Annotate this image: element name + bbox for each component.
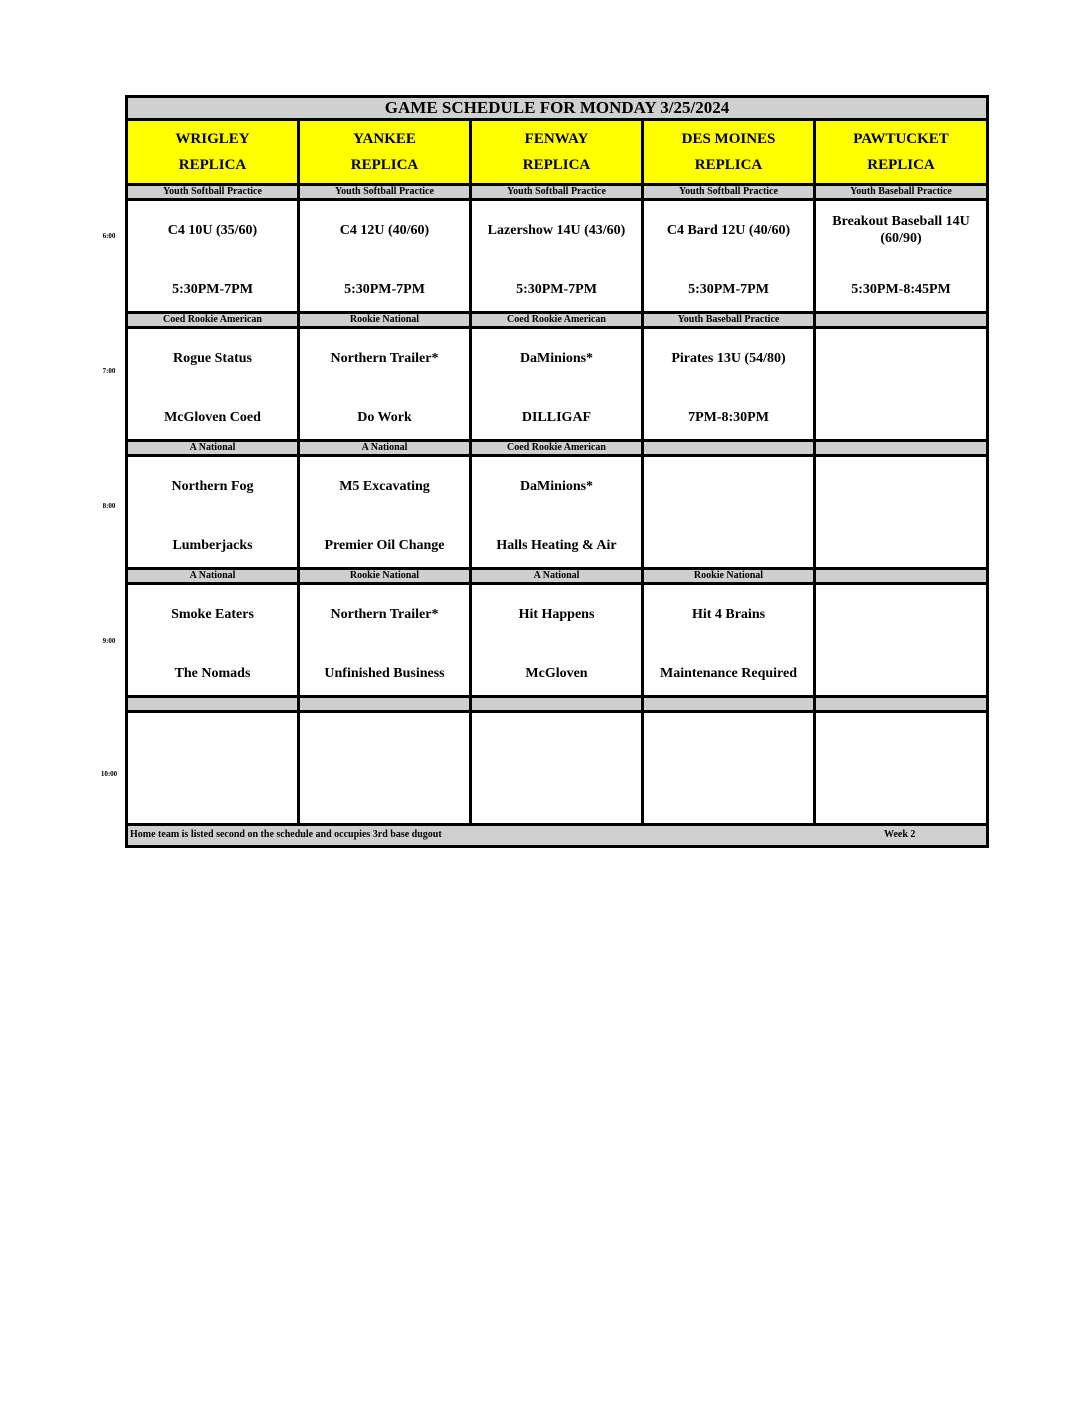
game-row — [127, 200, 988, 313]
away-team: Northern Fog — [171, 478, 254, 494]
league-label: A National — [471, 569, 643, 584]
away-team — [820, 467, 982, 505]
away-team: Northern Trailer* — [330, 350, 439, 366]
game-cell — [299, 456, 471, 569]
away-team — [820, 339, 982, 377]
game-row — [127, 712, 988, 825]
field-name: WRIGLEY — [175, 131, 250, 147]
league-label — [815, 441, 988, 456]
league-label: Youth Softball Practice — [127, 185, 299, 200]
away-team: Breakout Baseball 14U (60/90) — [832, 214, 970, 246]
schedule-title: GAME SCHEDULE FOR MONDAY 3/25/2024 — [127, 97, 988, 120]
home-team: Do Work — [357, 410, 412, 425]
home-team: DILLIGAF — [521, 410, 592, 425]
field-subtitle: REPLICA — [694, 157, 763, 173]
game-cell — [299, 200, 471, 313]
league-label — [815, 313, 988, 328]
away-team: Hit Happens — [518, 606, 595, 622]
league-label — [299, 697, 471, 712]
league-label: Rookie National — [299, 569, 471, 584]
time-slot-label: 7:00 — [102, 367, 116, 375]
field-name: YANKEE — [353, 131, 416, 147]
away-team: Lazershow 14U (43/60) — [487, 222, 626, 238]
home-team: Halls Heating & Air — [496, 538, 617, 553]
league-label: Youth Baseball Practice — [643, 313, 815, 328]
league-label: Coed Rookie American — [127, 313, 299, 328]
game-cell — [643, 712, 815, 825]
game-cell — [471, 456, 643, 569]
home-team: 5:30PM-8:45PM — [851, 282, 951, 297]
away-team: C4 12U (40/60) — [339, 222, 430, 238]
home-team: 5:30PM-7PM — [688, 282, 769, 297]
game-cell — [643, 200, 815, 313]
home-team: Maintenance Required — [659, 666, 797, 681]
game-row — [127, 584, 988, 697]
game-cell — [471, 328, 643, 441]
league-row — [127, 185, 988, 200]
field-subtitle: REPLICA — [350, 157, 419, 173]
away-team: Hit 4 Brains — [691, 606, 766, 622]
home-team: Unfinished Business — [324, 666, 445, 681]
away-team — [820, 595, 982, 633]
field-header — [299, 120, 471, 185]
home-team: Premier Oil Change — [324, 538, 445, 553]
league-label: Rookie National — [643, 569, 815, 584]
away-team — [648, 723, 809, 761]
league-label — [815, 697, 988, 712]
game-row — [127, 456, 988, 569]
game-cell — [471, 584, 643, 697]
away-team: C4 10U (35/60) — [167, 222, 258, 238]
league-label: A National — [127, 569, 299, 584]
field-name: DES MOINES — [681, 131, 776, 147]
game-cell — [127, 456, 299, 569]
away-team — [820, 723, 982, 761]
away-team — [648, 467, 809, 505]
home-team-note: Home team is listed second on the schedule and occupies 3rd base dugout — [130, 829, 442, 840]
league-label — [127, 697, 299, 712]
field-subtitle: REPLICA — [178, 157, 247, 173]
field-name: FENWAY — [524, 131, 589, 147]
home-team: McGloven — [525, 666, 588, 681]
home-team: 7PM-8:30PM — [688, 410, 769, 425]
league-label — [643, 441, 815, 456]
league-label: Youth Softball Practice — [643, 185, 815, 200]
game-cell — [815, 328, 988, 441]
home-team: 5:30PM-7PM — [344, 282, 425, 297]
game-cell — [643, 584, 815, 697]
game-cell — [127, 328, 299, 441]
league-label: Rookie National — [299, 313, 471, 328]
away-team: Pirates 13U (54/80) — [671, 350, 786, 366]
away-team — [132, 723, 293, 761]
field-name: PAWTUCKET — [853, 131, 949, 147]
time-slot-label: 9:00 — [102, 637, 116, 645]
home-team: 5:30PM-7PM — [516, 282, 597, 297]
game-cell — [471, 200, 643, 313]
game-cell — [299, 584, 471, 697]
league-label: A National — [127, 441, 299, 456]
league-label — [471, 697, 643, 712]
league-label: Coed Rookie American — [471, 313, 643, 328]
field-header — [471, 120, 643, 185]
game-cell — [127, 712, 299, 825]
away-team — [476, 723, 637, 761]
away-team: DaMinions* — [519, 478, 594, 494]
away-team: DaMinions* — [519, 350, 594, 366]
league-label: Youth Softball Practice — [299, 185, 471, 200]
league-row — [127, 441, 988, 456]
away-team: Rogue Status — [173, 350, 252, 366]
time-slot-label: 8:00 — [102, 502, 116, 510]
league-row — [127, 313, 988, 328]
league-label: Youth Baseball Practice — [815, 185, 988, 200]
league-row — [127, 569, 988, 584]
away-team: Northern Trailer* — [330, 606, 439, 622]
home-team: Lumberjacks — [172, 538, 253, 553]
field-header — [127, 120, 299, 185]
game-cell — [299, 328, 471, 441]
league-label: Coed Rookie American — [471, 441, 643, 456]
game-cell — [643, 328, 815, 441]
game-cell — [815, 456, 988, 569]
home-team: McGloven Coed — [164, 410, 261, 425]
game-cell — [127, 200, 299, 313]
home-team: 5:30PM-7PM — [172, 282, 253, 297]
game-cell — [643, 456, 815, 569]
footer-row — [127, 825, 988, 847]
league-label — [815, 569, 988, 584]
game-cell — [815, 712, 988, 825]
game-cell — [299, 712, 471, 825]
footer-cell — [127, 825, 988, 847]
game-cell — [815, 584, 988, 697]
game-row — [127, 328, 988, 441]
field-subtitle: REPLICA — [867, 157, 935, 173]
away-team — [304, 723, 465, 761]
away-team: Smoke Eaters — [171, 606, 254, 622]
away-team: C4 Bard 12U (40/60) — [666, 222, 791, 238]
time-slot-label: 10:00 — [100, 770, 118, 778]
game-cell — [815, 200, 988, 313]
week-label: Week 2 — [884, 829, 916, 840]
field-header — [643, 120, 815, 185]
away-team: M5 Excavating — [339, 478, 430, 494]
home-team: The Nomads — [174, 666, 251, 681]
field-subtitle: REPLICA — [522, 157, 591, 173]
game-schedule-sheet — [125, 95, 986, 848]
time-slot-label: 6:00 — [102, 232, 116, 240]
game-cell — [471, 712, 643, 825]
league-label: A National — [299, 441, 471, 456]
league-row — [127, 697, 988, 712]
field-header-row — [127, 120, 988, 185]
schedule-table — [125, 95, 989, 848]
game-cell — [127, 584, 299, 697]
league-label — [643, 697, 815, 712]
field-header — [815, 120, 988, 185]
league-label: Youth Softball Practice — [471, 185, 643, 200]
